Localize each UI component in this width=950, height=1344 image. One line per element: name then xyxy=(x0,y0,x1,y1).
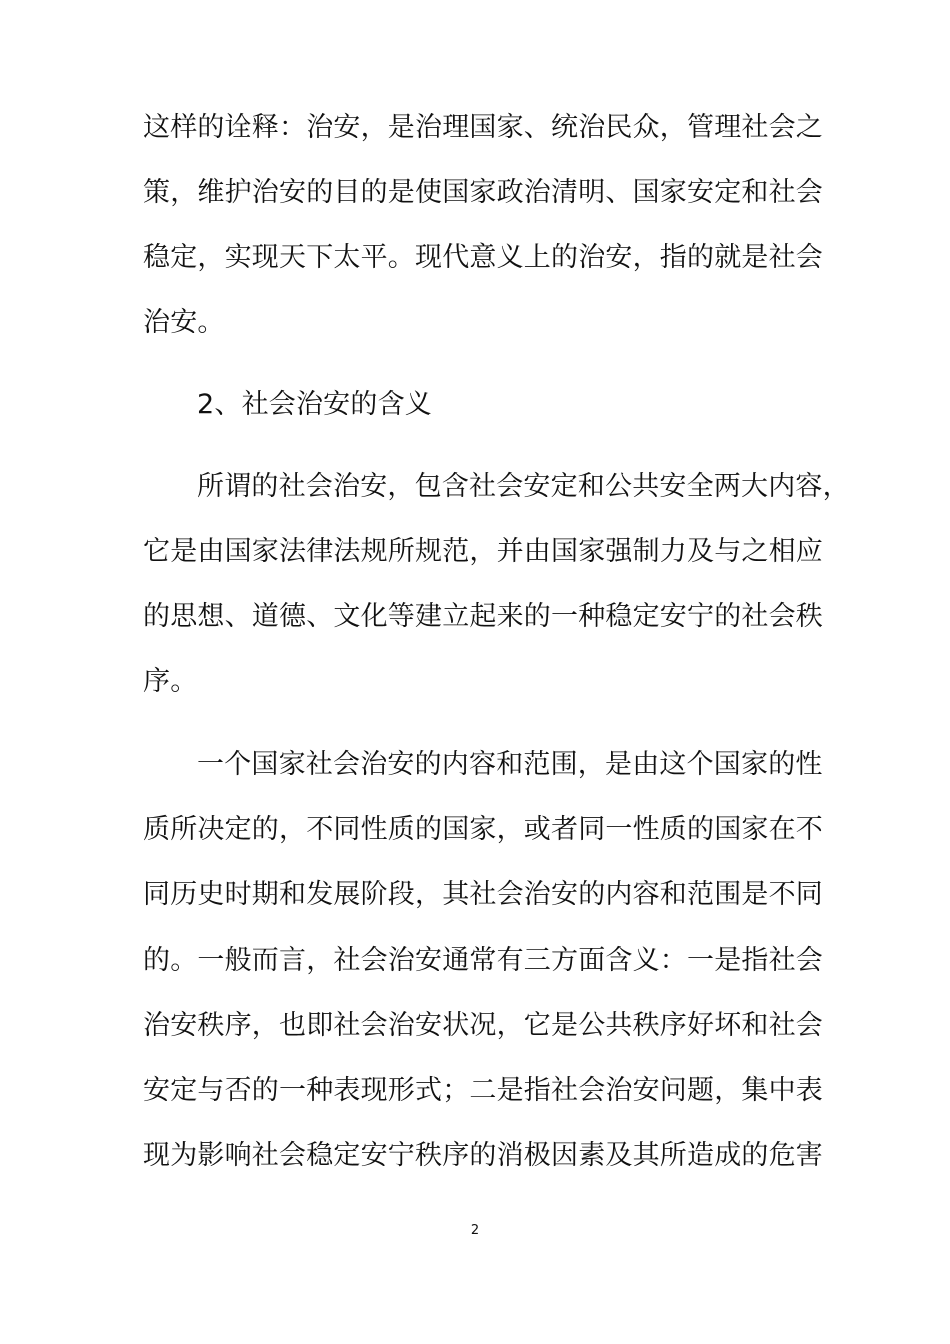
paragraph-2-line-1: 所谓的社会治安，包含社会安定和公共安全两大内容， xyxy=(197,471,850,502)
page-number: 2 xyxy=(470,1223,480,1238)
paragraph-1-line-1: 这样的诠释：治安，是治理国家、统治民众，管理社会之 xyxy=(143,112,823,143)
paragraph-1-line-2: 策，维护治安的目的是使国家政治清明、国家安定和社会 xyxy=(143,177,823,208)
paragraph-3-line-7: 现为影响社会稳定安宁秩序的消极因素及其所造成的危害 xyxy=(143,1140,823,1171)
paragraph-2-line-4: 序。 xyxy=(143,666,198,697)
paragraph-3-line-6: 安定与否的一种表现形式；二是指社会治安问题，集中表 xyxy=(143,1075,823,1106)
paragraph-3-line-2: 质所决定的，不同性质的国家，或者同一性质的国家在不 xyxy=(143,814,823,845)
paragraph-1-line-3: 稳定，实现天下太平。现代意义上的治安，指的就是社会 xyxy=(143,242,823,273)
paragraph-2-line-2: 它是由国家法律法规所规范，并由国家强制力及与之相应 xyxy=(143,536,823,567)
paragraph-1-line-4: 治安。 xyxy=(143,307,225,338)
paragraph-3-line-4: 的。一般而言，社会治安通常有三方面含义：一是指社会 xyxy=(143,945,823,976)
paragraph-2-line-3: 的思想、道德、文化等建立起来的一种稳定安宁的社会秩 xyxy=(143,601,823,632)
paragraph-3-line-5: 治安秩序，也即社会治安状况，它是公共秩序好坏和社会 xyxy=(143,1010,823,1041)
paragraph-3-line-3: 同历史时期和发展阶段，其社会治安的内容和范围是不同 xyxy=(143,879,823,910)
section-heading: 2、社会治安的含义 xyxy=(197,389,432,420)
paragraph-3-line-1: 一个国家社会治安的内容和范围，是由这个国家的性 xyxy=(197,749,823,780)
